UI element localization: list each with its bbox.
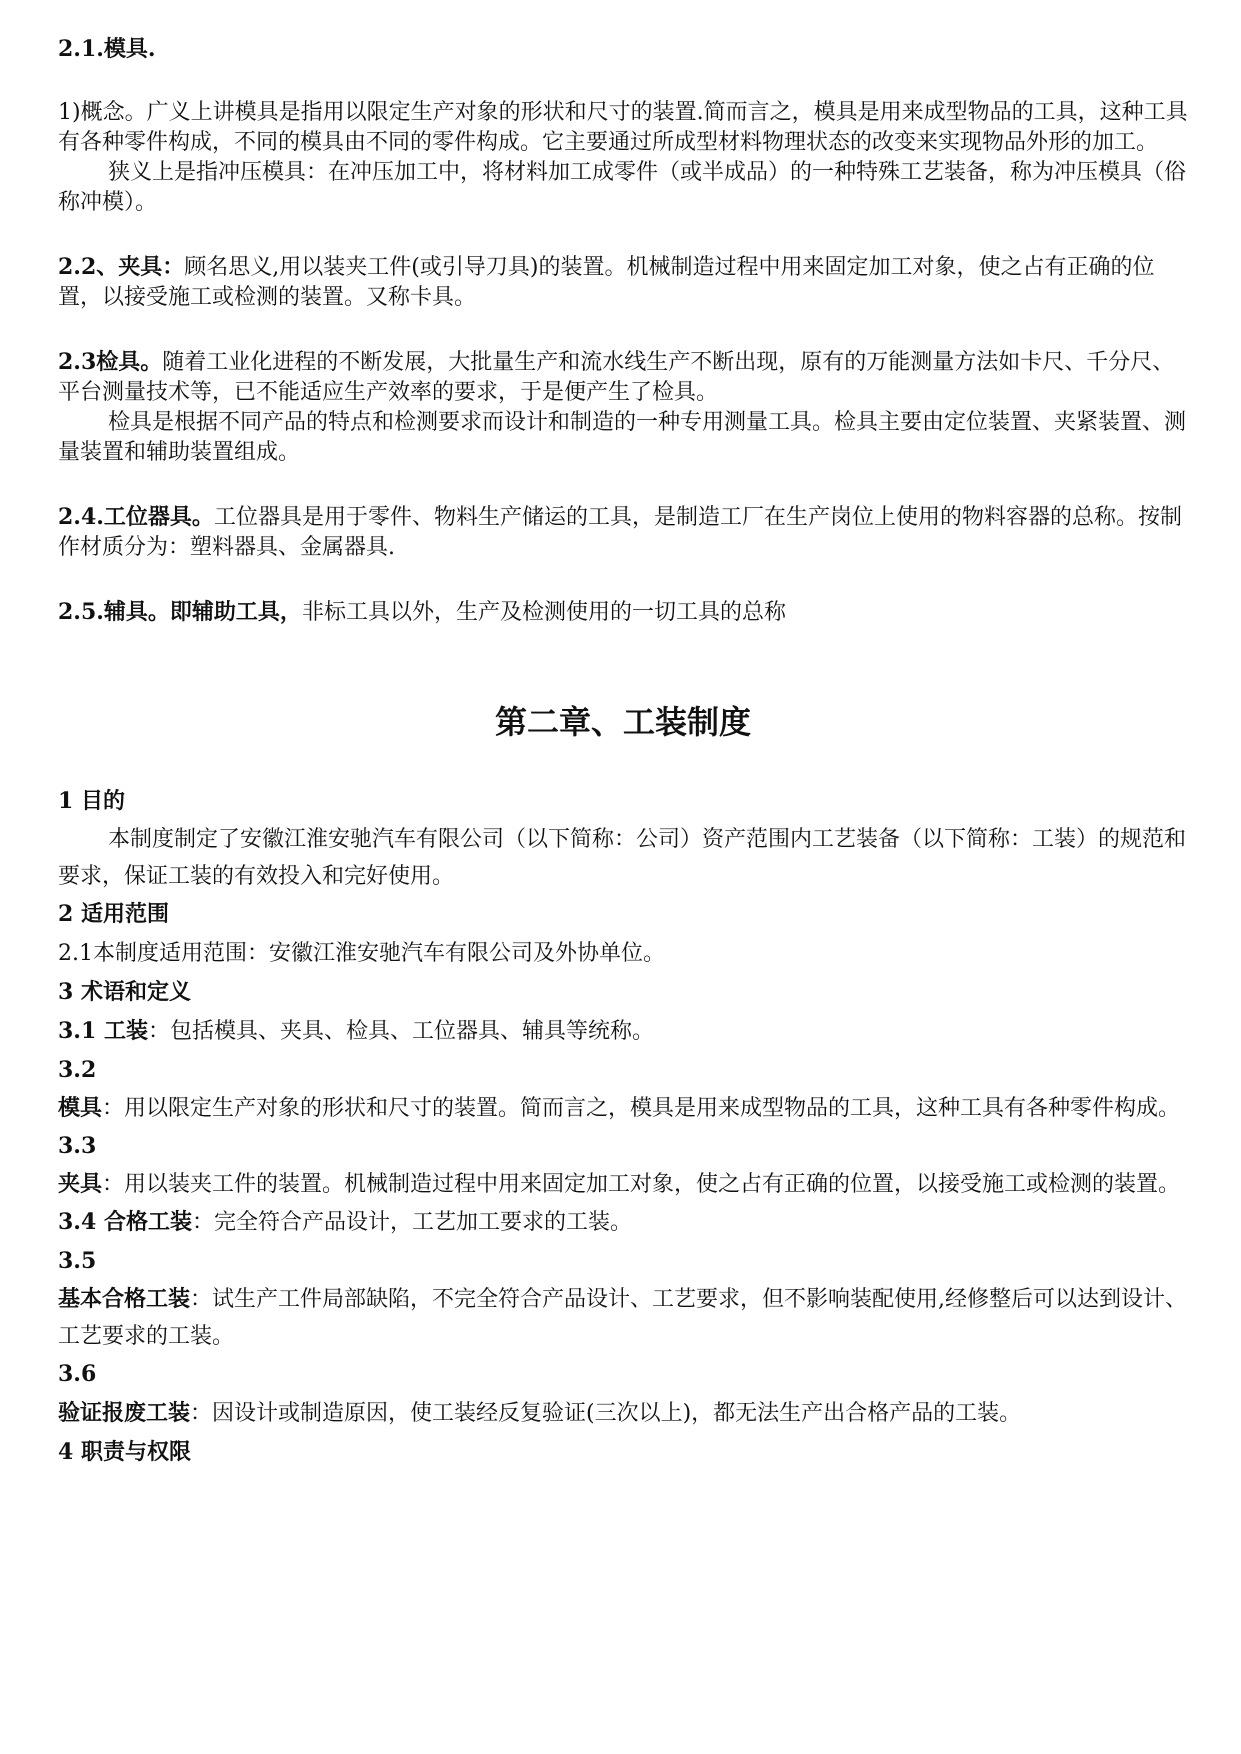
heading-scope: 2 适用范围 xyxy=(58,901,169,927)
term-3-3-number: 3.3 xyxy=(58,1133,97,1159)
section-2-1-heading: 2.1.模具. xyxy=(58,36,156,62)
section-2-3-text: 随着工业化进程的不断发展，大批量生产和流水线生产不断出现，原有的万能测量方法如卡尺、千分尺、平台测量技术等，已不能适应生产效率的要求，于是便产生了检具。 xyxy=(58,350,1175,405)
term-3-3-definition: ：用以装夹工件的装置。机械制造过程中用来固定加工对象，使之占有正确的位置，以接受施工或检测的装置。 xyxy=(102,1172,1181,1197)
section-2-4-label: 2.4.工位器具。 xyxy=(58,504,214,530)
term-3-1-definition: ：包括模具、夹具、检具、工位器具、辅具等统称。 xyxy=(147,1019,654,1044)
section-2-4-text: 工位器具是用于零件、物料生产储运的工具，是制造工厂在生产岗位上使用的物料容器的总称。按制作材质分为：塑料器具、金属器具. xyxy=(58,505,1182,560)
term-3-2 xyxy=(58,1090,1188,1127)
term-3-5 xyxy=(58,1281,1188,1355)
term-3-2-name: 模具 xyxy=(58,1095,103,1121)
section-2-5-paragraph xyxy=(58,597,1188,628)
section-2-5-label: 2.5.辅具。即辅助工具， xyxy=(58,599,302,625)
chapter-title: 第二章、工装制度 xyxy=(494,703,751,741)
term-3-6 xyxy=(58,1394,1188,1433)
scope-paragraph: 2.1本制度适用范围：安徽江淮安驰汽车有限公司及外协单位。 xyxy=(58,941,665,966)
section-2-3-paragraph-2: 检具是根据不同产品的特点和检测要求而设计和制造的一种专用测量工具。检具主要由定位装置、夹紧装置、测量装置和辅助装置组成。 xyxy=(58,410,1187,465)
term-3-6-number: 3.6 xyxy=(58,1361,97,1387)
term-3-4-definition: ：完全符合产品设计，工艺加工要求的工装。 xyxy=(191,1210,632,1235)
term-3-2-definition: ：用以限定生产对象的形状和尺寸的装置。简而言之，模具是用来成型物品的工具，这种工具有各种零件构成。 xyxy=(102,1096,1181,1121)
section-2-3-label: 2.3检具。 xyxy=(58,349,163,375)
section-2-3-paragraph xyxy=(58,347,1188,408)
term-3-4-number: 3.4 xyxy=(58,1209,104,1235)
section-2-2-label: 2.2、夹具： xyxy=(58,254,185,280)
purpose-paragraph: 本制度制定了安徽江淮安驰汽车有限公司（以下简称：公司）资产范围内工艺装备（以下简称：工装）的规范和要求，保证工装的有效投入和完好使用。 xyxy=(58,827,1187,889)
document-page xyxy=(58,34,1188,1472)
heading-purpose: 1 目的 xyxy=(58,788,125,814)
term-3-1-number: 3.1 xyxy=(58,1018,104,1044)
chapter-2-body xyxy=(58,782,1188,1472)
term-3-4-name: 合格工装 xyxy=(103,1209,192,1235)
term-3-6-name: 验证报废工装 xyxy=(58,1400,191,1426)
term-3-4 xyxy=(58,1203,1188,1242)
term-3-2-number: 3.2 xyxy=(58,1057,97,1083)
section-2-2-text: 顾名思义,用以装夹工件(或引导刀具)的装置。机械制造过程中用来固定加工对象，使之占有正确的位置，以接受施工或检测的装置。又称卡具。 xyxy=(58,255,1155,310)
section-2-4-paragraph xyxy=(58,502,1188,563)
section-2-1-paragraph-narrow: 狭义上是指冲压模具：在冲压加工中，将材料加工成零件（或半成品）的一种特殊工艺装备，称为冲压模具（俗称冲模）。 xyxy=(58,160,1187,215)
heading-terms: 3 术语和定义 xyxy=(58,979,191,1005)
term-3-1 xyxy=(58,1012,1188,1051)
term-3-5-number: 3.5 xyxy=(58,1248,97,1274)
term-3-3 xyxy=(58,1166,1188,1203)
section-2-5-text: 非标工具以外，生产及检测使用的一切工具的总称 xyxy=(301,600,786,625)
term-3-5-name: 基本合格工装 xyxy=(58,1286,191,1312)
term-3-3-name: 夹具 xyxy=(58,1171,103,1197)
term-3-1-name: 工装 xyxy=(103,1018,148,1044)
heading-responsibilities: 4 职责与权限 xyxy=(58,1439,191,1465)
term-3-5-definition: ：试生产工件局部缺陷，不完全符合产品设计、工艺要求，但不影响装配使用,经修整后可以达到设计、工艺要求的工装。 xyxy=(58,1287,1188,1349)
section-2-2-paragraph xyxy=(58,252,1188,313)
section-2-1-paragraph: 1)概念。广义上讲模具是指用以限定生产对象的形状和尺寸的装置.简而言之，模具是用来成型物品的工具，这种工具有各种零件构成，不同的模具由不同的零件构成。它主要通过所成型材料物理状态的改变来实现物品外形的加工。 xyxy=(58,100,1188,155)
term-3-6-definition: ：因设计或制造原因，使工装经反复验证(三次以上)，都无法生产出合格产品的工装。 xyxy=(190,1401,1022,1426)
